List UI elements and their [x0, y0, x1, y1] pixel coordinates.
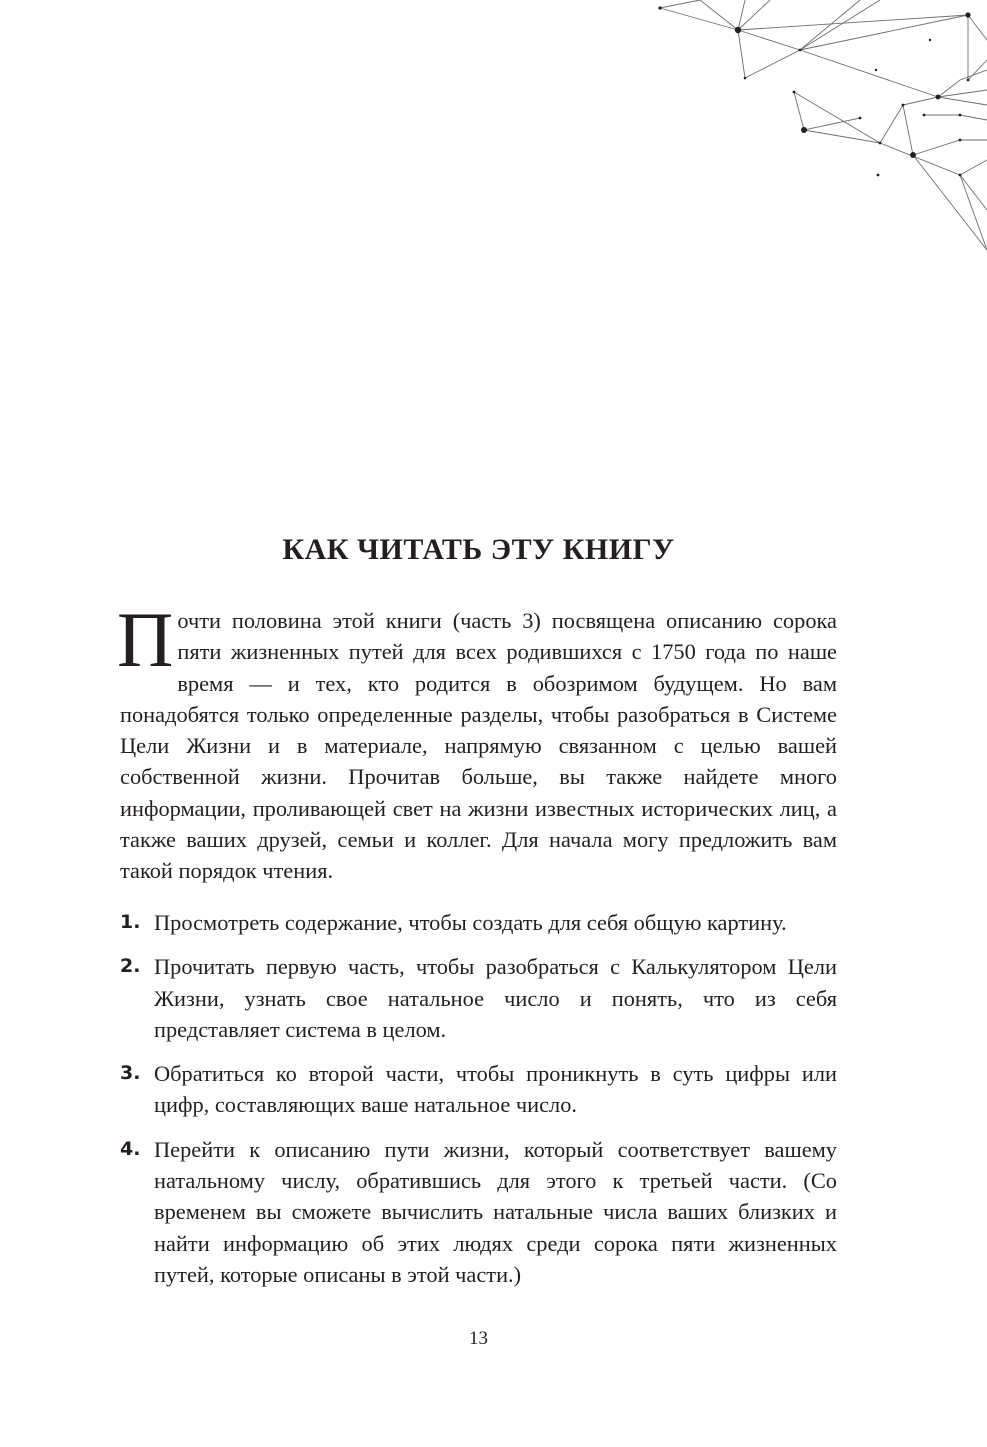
step-text: Перейти к описанию пути жизни, который соответствует вашему натальному числу, обратившись для этого к третьей части. (Со временем вы сможете вычислить натальные числа ваших близких и найти информацию об этих людях среди сорока пяти жизненных путей, которые описаны в этой части.): [154, 1136, 837, 1287]
list-item: [120, 907, 837, 938]
constellation-ornament: [655, 0, 987, 252]
step-text: Обратиться ко второй части, чтобы проникнуть в суть цифры или цифр, составляющих ваше натальное число.: [154, 1061, 837, 1118]
step-number: 2.: [120, 955, 141, 978]
drop-cap: П: [117, 596, 174, 683]
intro-paragraph: [117, 596, 837, 887]
step-number: 1.: [120, 911, 141, 933]
step-text: Прочитать первую часть, чтобы разобраться с Калькулятором Цели Жизни, узнать свое натальное число и понять, что из себя представляет система в целом.: [154, 954, 837, 1042]
list-item: [120, 951, 837, 1045]
intro-text: очти половина этой книги (часть 3) посвящена описанию сорока пяти жизненных путей для всех родившихся с 1750 года по наше время — и тех, кто родится в обозримом будущем. Но вам понадобятся только определенные разделы, чтобы разобраться в Системе Цели Жизни и в материале, напрямую связанном с целью вашей собственной жизни. Прочитав больше, вы также найдете много информации, проливающей свет на жизни известных исторических лиц, а также ваших друзей, семьи и коллег. Для начала могу предложить вам такой порядок чтения.: [120, 608, 837, 884]
reading-order-list: [120, 907, 837, 1303]
list-item: [120, 1134, 837, 1290]
page-title: КАК ЧИТАТЬ ЭТУ КНИГУ: [282, 533, 675, 566]
step-text: Просмотреть содержание, чтобы создать для себя общую картину.: [154, 910, 787, 935]
step-number: 3.: [120, 1062, 141, 1085]
step-number: 4.: [120, 1137, 141, 1160]
list-item: [120, 1058, 837, 1121]
page-number: 13: [469, 1328, 488, 1349]
